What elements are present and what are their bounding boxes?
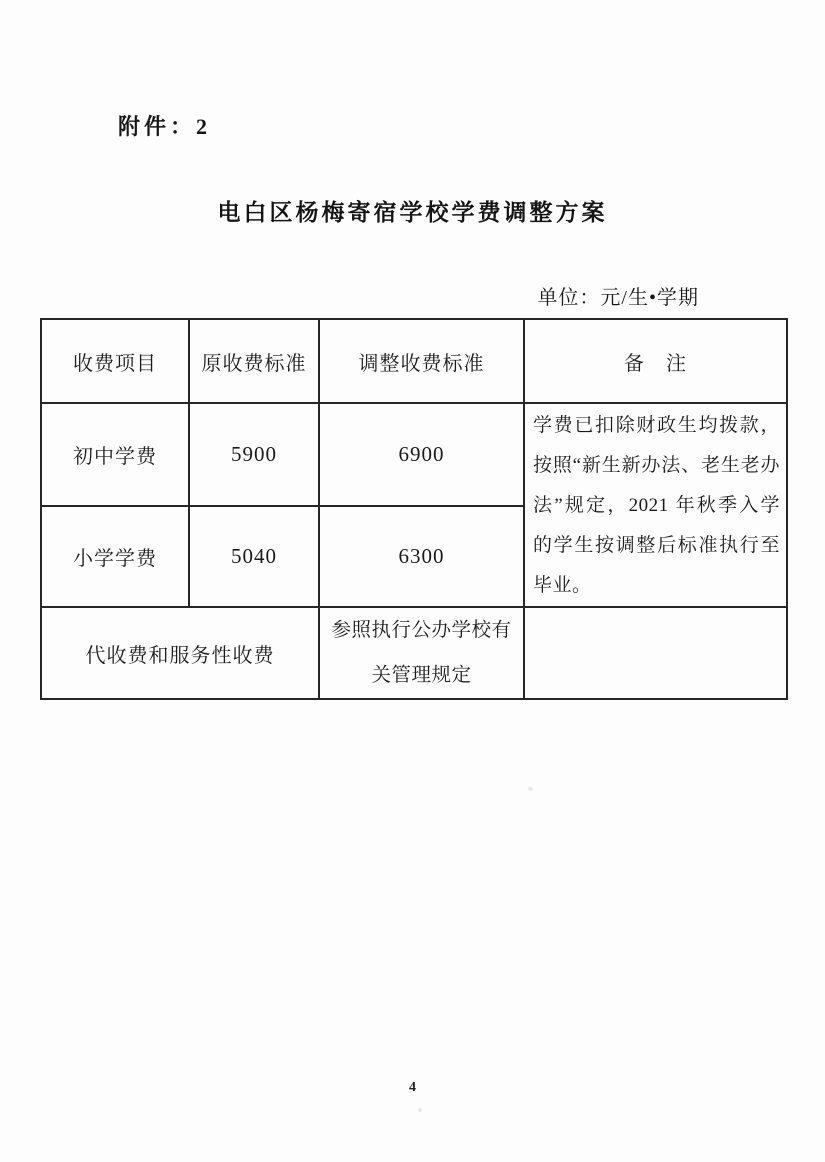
adjusted-fee-cell: 6300 — [319, 506, 524, 607]
service-fee-remark-cell — [524, 607, 787, 699]
header-original-standard: 原收费标准 — [189, 319, 319, 403]
header-remark: 备 注 — [524, 319, 787, 403]
adjusted-fee-cell: 6900 — [319, 403, 524, 506]
scan-artifact — [528, 787, 533, 791]
service-fee-item-cell: 代收费和服务性收费 — [41, 607, 319, 699]
header-fee-item: 收费项目 — [41, 319, 189, 403]
table-row-junior-high — [41, 403, 787, 506]
fee-item-cell: 小学学费 — [41, 506, 189, 607]
table-row-service-fees — [41, 607, 787, 699]
page-title: 电白区杨梅寄宿学校学费调整方案 — [217, 200, 608, 225]
original-fee-cell: 5900 — [189, 403, 319, 506]
header-adjusted-standard: 调整收费标准 — [319, 319, 524, 403]
page-number: 4 — [409, 1080, 416, 1095]
scan-artifact — [418, 1108, 422, 1112]
table-header-row — [41, 319, 787, 403]
unit-note: 单位：元/生•学期 — [537, 287, 699, 309]
attachment-label: 附件：2 — [118, 114, 212, 139]
service-fee-standard-text: 参照执行公办学校有关管理规定 — [331, 620, 512, 686]
original-fee-cell: 5040 — [189, 506, 319, 607]
service-fee-standard-cell — [319, 607, 524, 699]
remark-text: 学费已扣除财政生均拨款，按照“新生新办法、老生老办法”规定，2021 年秋季入学的学生按调整后标准执行至毕业。 — [533, 415, 780, 596]
remark-cell — [524, 403, 787, 607]
fee-adjustment-table — [40, 318, 788, 700]
fee-item-cell: 初中学费 — [41, 403, 189, 506]
